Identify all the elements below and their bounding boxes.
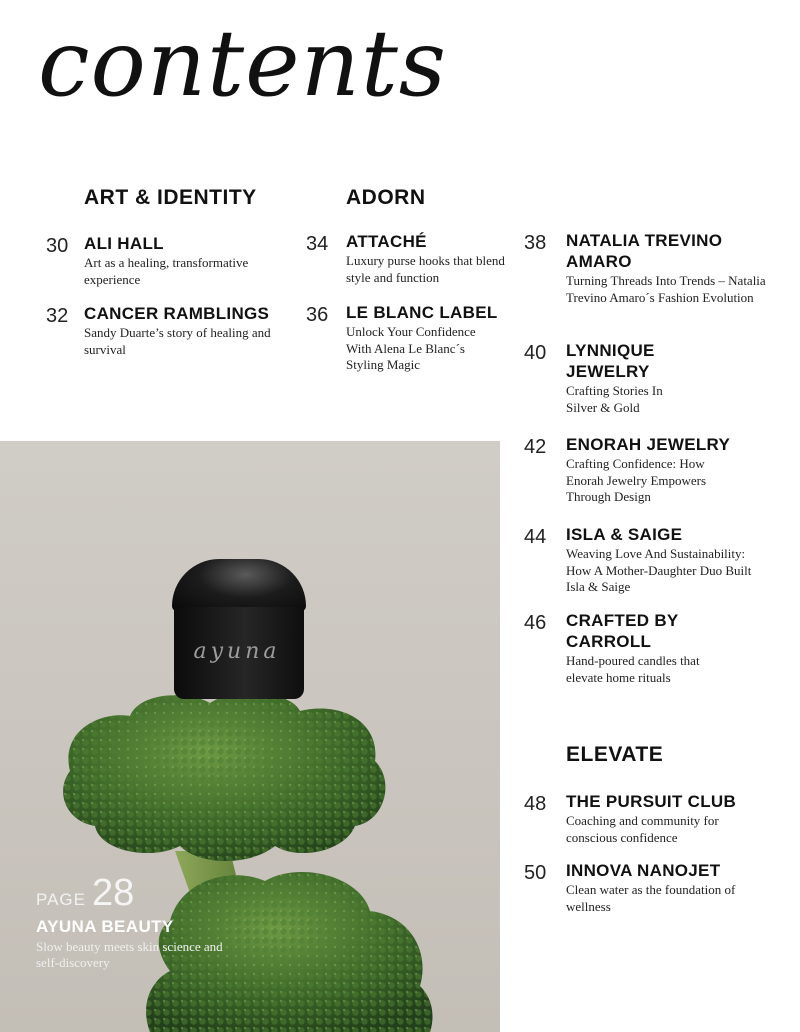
entry-title: ISLA & SAIGE: [566, 525, 683, 544]
page-number: 38: [524, 232, 547, 254]
section-elevate: ELEVATE: [566, 743, 664, 766]
feature-photo[interactable]: [0, 441, 500, 1032]
entry-description: Coaching and community for conscious confidence: [566, 813, 719, 845]
feature-description: Slow beauty meets skin science and self-discovery: [36, 939, 223, 970]
toc-entry[interactable]: [524, 524, 766, 596]
page-number: 32: [46, 305, 69, 327]
entry-title: ALI HALL: [84, 234, 164, 253]
page-number: 50: [524, 862, 547, 884]
page-number: 46: [524, 612, 547, 634]
toc-entry[interactable]: [524, 230, 766, 306]
page-number: 30: [46, 235, 69, 257]
feature-page-number: 28: [91, 872, 135, 914]
toc-entry[interactable]: [306, 302, 516, 374]
entry-description: Luxury purse hooks that blend style and function: [346, 253, 505, 285]
page-title: contents: [38, 10, 448, 117]
toc-entry[interactable]: [524, 791, 766, 846]
page-number: 44: [524, 526, 547, 548]
entry-description: Crafting Confidence: How Enorah Jewelry Empowers Through Design: [566, 456, 707, 504]
entry-description: Weaving Love And Sustainability: How A Mother-Daughter Duo Built Isla & Saige: [566, 546, 752, 594]
entry-description: Crafting Stories In Silver & Gold: [566, 383, 663, 415]
toc-entry[interactable]: [46, 303, 294, 358]
feature-page-label: PAGE: [36, 890, 86, 909]
entry-description: Turning Threads Into Trends – Natalia Trevino Amaro´s Fashion Evolution: [566, 273, 766, 305]
toc-entry[interactable]: [524, 860, 776, 915]
entry-title: INNOVA NANOJET: [566, 861, 721, 880]
product-jar: [172, 559, 306, 699]
entry-description: Hand-poured candles that elevate home rituals: [566, 653, 700, 685]
page-number: 36: [306, 304, 329, 326]
entry-title: ATTACHÉ: [346, 232, 427, 251]
feature-caption[interactable]: [36, 872, 226, 971]
toc-entry[interactable]: [524, 610, 726, 686]
page-number: 48: [524, 793, 547, 815]
section-adorn: ADORN: [346, 186, 426, 209]
entry-title: LE BLANC LABEL: [346, 303, 498, 322]
toc-entry[interactable]: [46, 233, 284, 288]
toc-entry[interactable]: [524, 434, 766, 506]
entry-description: Art as a healing, transformative experience: [84, 255, 249, 287]
entry-description: Sandy Duarte’s story of healing and survival: [84, 325, 271, 357]
jar-brand-logo: ayuna: [193, 639, 281, 664]
page-number: 40: [524, 342, 547, 364]
entry-title: NATALIA TREVINO AMARO: [566, 231, 723, 271]
page-number: 34: [306, 233, 329, 255]
feature-title: AYUNA BEAUTY: [36, 917, 174, 936]
section-art-identity: ART & IDENTITY: [84, 186, 257, 209]
toc-entry[interactable]: [524, 340, 716, 416]
entry-title: CRAFTED BY CARROLL: [566, 611, 679, 651]
toc-entry[interactable]: [306, 231, 506, 286]
entry-title: ENORAH JEWELRY: [566, 435, 731, 454]
page-number: 42: [524, 436, 547, 458]
entry-description: Unlock Your Confidence With Alena Le Blanc´s Styling Magic: [346, 324, 476, 372]
entry-title: CANCER RAMBLINGS: [84, 304, 270, 323]
jar-lid: [172, 559, 306, 611]
entry-description: Clean water as the foundation of wellness: [566, 882, 736, 914]
entry-title: LYNNIQUE JEWELRY: [566, 341, 655, 381]
entry-title: THE PURSUIT CLUB: [566, 792, 737, 811]
